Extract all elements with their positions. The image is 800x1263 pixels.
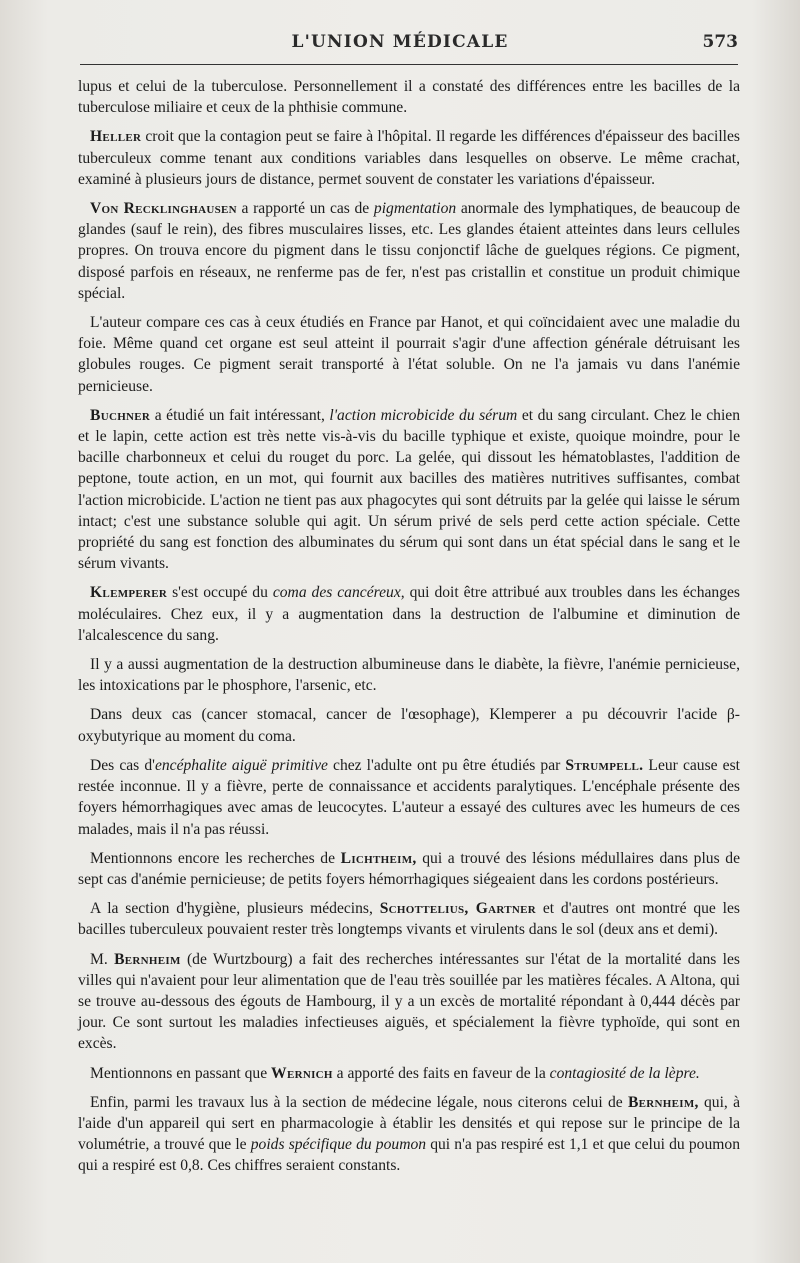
text-segment: (de Wurtzbourg) a fait des recherches intéressantes sur l'état de la mortalité dans les villes qui n'avaient pour leur alimentation que de l'eau très souillée par les matières fécales. A Altona, qui se trouve au-dessous des égouts de Hambourg, il y a un excès de mortalité répondant à 0,444 décès par jour. Ce sont surtout les maladies infectieuses aiguës, et spécialement la fièvre typhoïde, qui sont en excès. — [78, 950, 740, 1053]
text-segment: qui, à l'aide d'un appareil qui sert en pharmacologie à établir les densités et qui repose sur le principe de la volumétrie, a trouvé que le — [78, 1093, 740, 1154]
paragraph-p3 — [78, 198, 740, 304]
text-segment: qui n'a pas respiré est 1,1 et que celui du poumon qui a respiré est 0,8. Ces chiffres seraient constants. — [78, 1136, 740, 1175]
paragraph-p7 — [78, 654, 740, 696]
text-segment: a étudié un fait intéressant, — [150, 406, 330, 424]
page-number: 573 — [702, 32, 738, 52]
text-segment: M. — [90, 950, 115, 968]
text-segment: Il y a aussi augmentation de la destruction albumineuse dans le diabète, la fièvre, l'anémie pernicieuse, les intoxications par le phosphore, l'arsenic, etc. — [78, 656, 740, 695]
author-name: Bernheim, — [627, 1093, 699, 1111]
text-segment: croit que la contagion peut se faire à l'hôpital. Il regarde les différences d'épaisseur des bacilles tuberculeux comme tenant aux conditions variables dans lesquelles on observe. Le même crachat, examiné à plusieurs jours de distance, permet souvent de constater les variations d'épaisseur. — [78, 128, 740, 188]
paragraph-p11 — [78, 898, 740, 940]
text-segment: s'est occupé du — [167, 584, 273, 602]
paragraph-p12 — [78, 949, 740, 1055]
paragraph-p1 — [78, 76, 740, 118]
text-segment: qui a trouvé des lésions médullaires dans plus de sept cas d'anémie pernicieuse; de petits foyers hémorrhagiques siégeaient dans les cordons postérieurs. — [78, 849, 740, 888]
author-name: Schottelius, Gartner — [379, 900, 537, 918]
text-segment: Mentionnons encore les recherches de — [90, 849, 341, 867]
text-segment: A la section d'hygiène, plusieurs médecins, — [90, 900, 380, 918]
author-name: Wernich — [271, 1064, 333, 1082]
author-name: Heller — [90, 128, 142, 146]
paragraph-p8 — [78, 704, 740, 746]
paragraph-p13 — [78, 1063, 740, 1084]
emphasis-text: l'action microbicide du sérum — [329, 406, 518, 424]
text-segment: L'auteur compare ces cas à ceux étudiés en France par Hanot, et qui coïncidaient avec une maladie du foie. Même quand cet organe est seul atteint il pourrait s'agir d'une affection générale détruisant les globules rouges. Ce pigment serait transporté à l'état soluble. On ne l'a jamais vu dans l'anémie pernicieuse. — [78, 314, 740, 395]
author-name: Buchner — [90, 406, 151, 424]
author-name: Strumpell. — [565, 756, 644, 774]
paragraph-p6 — [78, 582, 740, 646]
text-segment: lupus et celui de la tuberculose. Personnellement il a constaté des différences entre les bacilles de la tuberculose miliaire et ceux de la phthisie commune. — [78, 78, 740, 117]
paragraph-p5 — [78, 405, 740, 575]
paragraph-p9 — [78, 755, 740, 840]
emphasis-text: poids spécifique du poumon — [250, 1136, 427, 1154]
emphasis-text: encéphalite aiguë primitive — [154, 756, 328, 774]
text-segment: Mentionnons en passant que — [90, 1064, 272, 1082]
text-segment: Dans deux cas (cancer stomacal, cancer de l'œsophage), Klemperer a pu découvrir l'acide β-oxybutyrique au moment du coma. — [78, 706, 740, 745]
text-segment: qui doit être attribué aux troubles dans les échanges moléculaires. Chez eux, il y a augmentation dans la destruction de l'albumine et diminution de l'alcalescence du sang. — [78, 584, 740, 644]
text-segment: chez l'adulte ont pu être étudiés par — [327, 756, 566, 774]
emphasis-text: pigmentation — [373, 200, 457, 218]
text-segment: a apporté des faits en faveur de la — [332, 1064, 550, 1082]
paragraph-p10 — [78, 848, 740, 890]
paragraph-p14 — [78, 1092, 740, 1177]
text-segment: et d'autres ont montré que les bacilles tuberculeux pouvaient rester très longtemps vivants et virulents dans le sol (deux ans et demi). — [78, 900, 740, 939]
article-body — [78, 76, 740, 1185]
author-name: Von Recklinghausen — [90, 200, 237, 218]
text-segment: et du sang circulant. Chez le chien et le lapin, cette action est très nette vis-à-vis du bacille typhique et existe, quoique moindre, pour le bacille charbonneux et celui du rouget du porc. La gelée, qui dissout les hématoblastes, l'addition de peptone, toute action, en un mot, qui fournit aux bacilles des matières nutritives suffisantes, combat l'action microbicide. L'action ne tient pas aux phagocytes qui sont détruits par la gelée qui laisse le sérum intact; c'est une substance soluble qui agit. Un sérum privé de sels perd cette action spéciale. Cette propriété du sang est fonction des albuminates du sérum qui sont dans un état spécial dans le sang et le sérum vivants. — [78, 406, 741, 573]
text-segment: a rapporté un cas de — [236, 200, 374, 218]
running-header — [0, 30, 800, 58]
author-name: Klemperer — [90, 584, 168, 602]
text-segment: Enfin, parmi les travaux lus à la section de médecine légale, nous citerons celui de — [90, 1093, 628, 1111]
emphasis-text: coma des cancéreux, — [272, 584, 405, 602]
header-rule — [80, 64, 738, 65]
paragraph-p4 — [78, 312, 740, 397]
paragraph-p2 — [78, 126, 740, 190]
journal-title: L'UNION MÉDICALE — [291, 32, 509, 52]
text-segment: Leur cause est restée inconnue. Il y a fièvre, perte de connaissance et accidents paralytiques. L'encéphale présente des foyers hémorrhagiques avec amas de leucocytes. L'auteur a essayé des cultures avec les humeurs de ces malades, mais il n'a pas réussi. — [78, 756, 740, 838]
author-name: Lichtheim, — [340, 849, 417, 867]
text-segment: Des cas d' — [90, 756, 155, 774]
author-name: Bernheim — [114, 950, 181, 968]
emphasis-text: contagiosité de la lèpre. — [549, 1064, 700, 1082]
text-segment: anormale des lymphatiques, de beaucoup de glandes (sauf le rein), des fibres musculaires lisses, etc. Les glandes étaient atteintes dans leurs cellules propres. On trouva encore du pigment dans le tissu conjonctif lâche de guelques régions. Ce pigment, disposé parfois en réseaux, ne renferme pas de fer, n'est pas cristallin et constitue un produit chimique spécial. — [78, 200, 740, 302]
